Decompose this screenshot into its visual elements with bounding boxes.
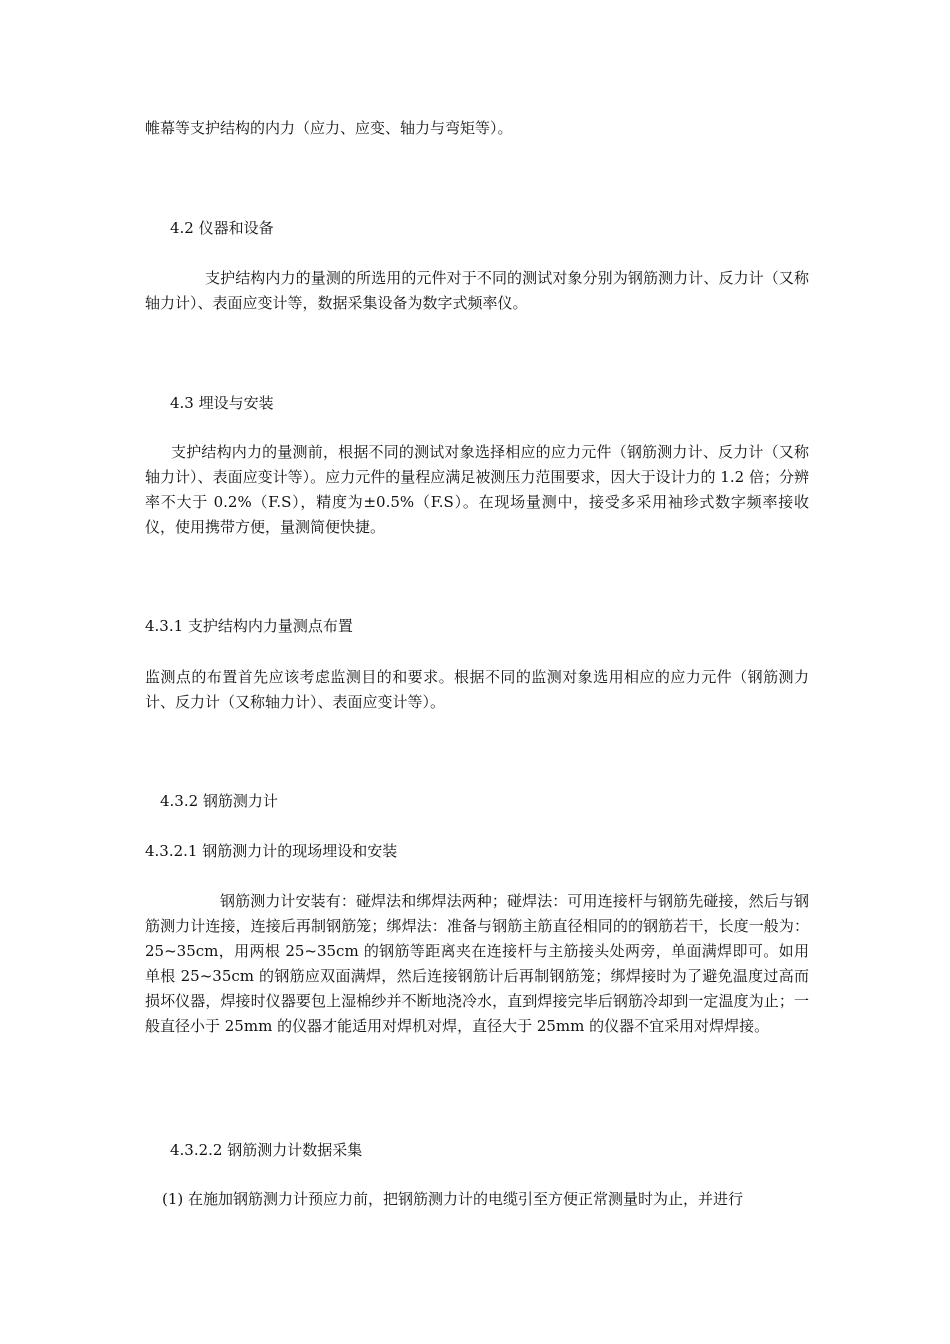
paragraph-4-2: 支护结构内力的量测的所选用的元件对于不同的测试对象分别为钢筋测力计、反力计（又称轴力计）、表面应变计等，数据采集设备为数字式频率仪。 <box>145 269 809 312</box>
heading-4-2: 4.2 仪器和设备 <box>170 219 274 237</box>
heading-4-3-2-2: 4.3.2.2 钢筋测力计数据采集 <box>170 1141 363 1159</box>
paragraph-4-3: 支护结构内力的量测前，根据不同的测试对象选择相应的应力元件（钢筋测力计、反力计（又称轴力计）、表面应变计等）。应力元件的量程应满足被测压力范围要求，因大于设计力的 1.2 倍；分辨率不大于 0.2%（F.S），精度为±0.5%（F.S）。在现场量测中，接受多采用袖珍式数字频率接收仪，使用携带方便，量测简便快捷。 <box>145 443 809 536</box>
heading-4-3-1: 4.3.1 支护结构内力量测点布置 <box>145 617 353 635</box>
paragraph-4-3-2-1: 钢筋测力计安装有：碰焊法和绑焊法两种；碰焊法：可用连接杆与钢筋先碰接，然后与钢筋测力计连接，连接后再制钢筋笼；绑焊法：准备与钢筋主筋直径相同的的钢筋若干，长度一般为：25~35cm，用两根 25~35cm 的钢筋等距离夹在连接杆与主筋接头处两旁，单面满焊即可。如用单根 25~35cm 的钢筋应双面满焊，然后连接钢筋计后再制钢筋笼；绑焊接时为了避免温度过高而损坏仪器，焊接时仪器要包上湿棉纱并不断地浇冷水，直到焊接完毕后钢筋冷却到一定温度为止；一般直径小于 25mm 的仪器才能适用对焊机对焊，直径大于 25mm 的仪器不宜采用对焊焊接。 <box>145 892 809 1035</box>
paragraph-4-3-1: 监测点的布置首先应该考虑监测目的和要求。根据不同的监测对象选用相应的应力元件（钢筋测力计、反力计（又称轴力计）、表面应变计等）。 <box>145 668 809 711</box>
heading-4-3: 4.3 埋设与安装 <box>170 394 274 412</box>
list-item-1: (1) 在施加钢筋测力计预应力前，把钢筋测力计的电缆引至方便正常测量时为止，并进行 <box>162 1190 744 1208</box>
heading-4-3-2: 4.3.2 钢筋测力计 <box>160 792 278 810</box>
paragraph-intro: 帷幕等支护结构的内力（应力、应变、轴力与弯矩等）。 <box>145 119 513 137</box>
heading-4-3-2-1: 4.3.2.1 钢筋测力计的现场埋设和安装 <box>145 842 398 860</box>
